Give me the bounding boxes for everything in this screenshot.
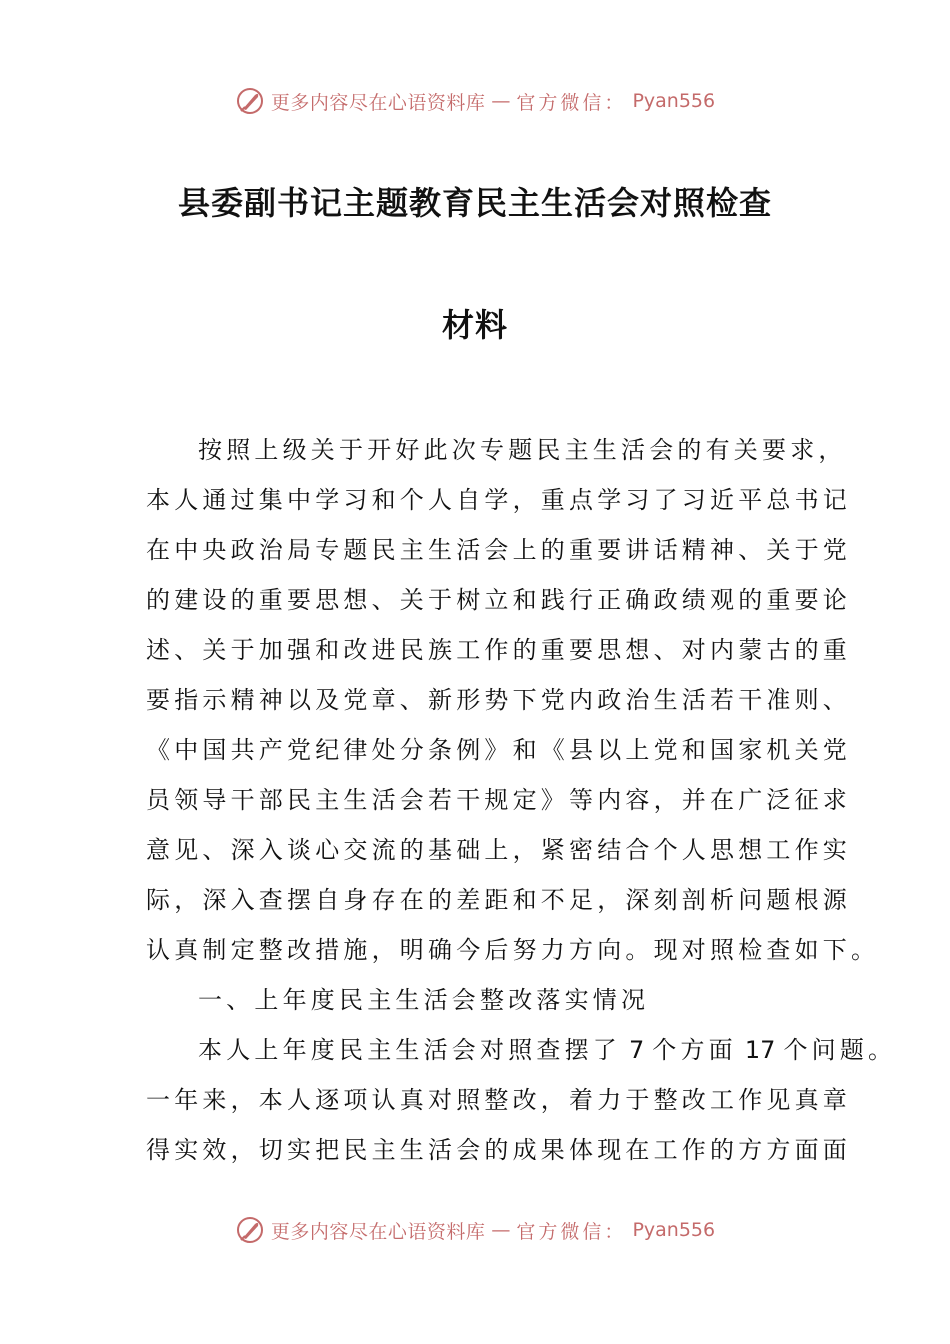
paragraph-line: 要指示精神以及党章、新形势下党内政治生活若干准则、	[146, 686, 851, 714]
quill-pen-logo-icon	[235, 1215, 265, 1245]
watermark-text: 更多内容尽在心语资料库	[270, 1220, 486, 1243]
paragraph-line: 在中央政治局专题民主生活会上的重要讲话精神、关于党	[146, 536, 851, 564]
aspect-count: 7	[629, 1036, 645, 1064]
paragraph-line: 《中国共产党纪律处分条例》和《县以上党和国家机关党	[146, 736, 851, 764]
paragraph-line: 得实效，切实把民主生活会的成果体现在工作的方方面面	[146, 1136, 851, 1164]
watermark-label: 官方微信：	[516, 91, 627, 114]
paragraph-line: 一年来，本人逐项认真对照整改，着力于整改工作见真章	[146, 1086, 851, 1114]
text-segment: 本人上年度民主生活会对照查摆了	[198, 1036, 621, 1064]
quill-pen-logo-icon	[235, 86, 265, 116]
watermark-wechat-id: Pyan556	[632, 90, 716, 112]
section-heading-text: 一、上年度民主生活会整改落实情况	[198, 986, 650, 1014]
watermark-wechat-id: Pyan556	[632, 1219, 716, 1241]
paragraph-line: 意见、深入谈心交流的基础上，紧密结合个人思想工作实	[146, 836, 851, 864]
paragraph-line: 按照上级关于开好此次专题民主生活会的有关要求，	[198, 436, 847, 464]
watermark-dash: —	[491, 90, 511, 112]
watermark-dash: —	[491, 1219, 511, 1241]
document-title-line2: 材料	[441, 306, 508, 344]
watermark-header	[0, 86, 950, 116]
document-title-line1: 县委副书记主题教育民主生活会对照检查	[177, 184, 772, 222]
paragraph-line: 述、关于加强和改进民族工作的重要思想、对内蒙古的重	[146, 636, 851, 664]
text-segment: 个问题。	[783, 1036, 897, 1064]
paragraph-line: 认真制定整改措施，明确今后努力方向。现对照检查如下。	[146, 936, 880, 964]
section-heading-1	[146, 975, 846, 1025]
watermark-footer	[0, 1215, 950, 1245]
issue-count: 17	[744, 1036, 776, 1064]
paragraph-intro	[146, 425, 880, 975]
paragraph-line: 本人通过集中学习和个人自学，重点学习了习近平总书记	[146, 486, 851, 514]
watermark-label: 官方微信：	[516, 1220, 627, 1243]
paragraph-line-with-numbers	[146, 1025, 897, 1075]
watermark-text: 更多内容尽在心语资料库	[270, 91, 486, 114]
text-segment: 个方面	[652, 1036, 737, 1064]
paragraph-rectification	[146, 1025, 897, 1175]
paragraph-line: 的建设的重要思想、关于树立和践行正确政绩观的重要论	[146, 586, 851, 614]
paragraph-line: 员领导干部民主生活会若干规定》等内容，并在广泛征求	[146, 786, 851, 814]
paragraph-line: 际，深入查摆自身存在的差距和不足，深刻剖析问题根源	[146, 886, 851, 914]
